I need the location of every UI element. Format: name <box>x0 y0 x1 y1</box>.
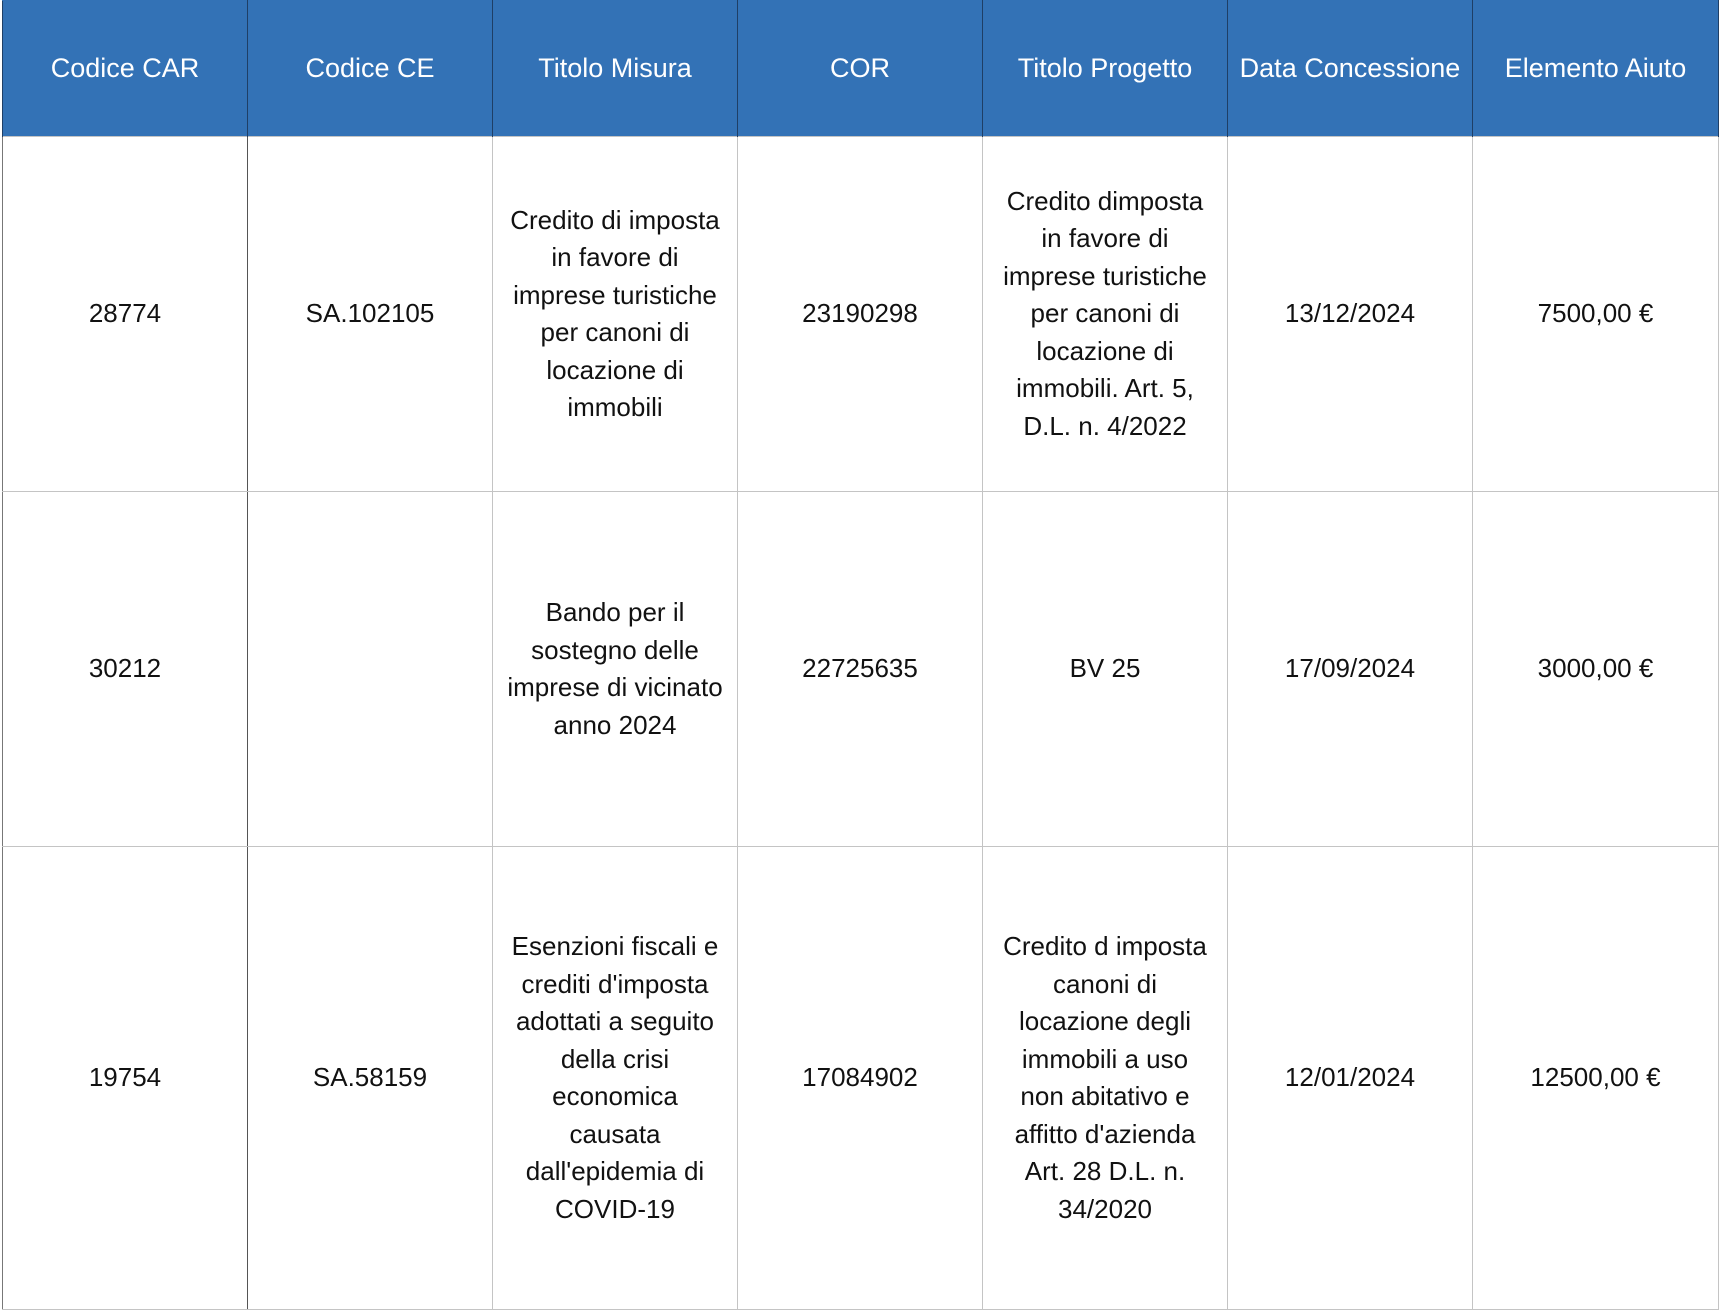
cell-titolo-progetto: Credito d imposta canoni di locazione degli immobili a uso non abitativo e affitto d'azienda Art. 28 D.L. n. 34/2020 <box>983 847 1228 1310</box>
cell-data-concessione: 12/01/2024 <box>1228 847 1473 1310</box>
cell-codice-ce <box>248 492 493 847</box>
header-titolo-misura: Titolo Misura <box>493 1 738 137</box>
cell-titolo-progetto: Credito dimposta in favore di imprese turistiche per canoni di locazione di immobili. Art. 5, D.L. n. 4/2022 <box>983 137 1228 492</box>
cell-elemento-aiuto: 12500,00 € <box>1473 847 1719 1310</box>
cell-codice-car: 19754 <box>3 847 248 1310</box>
cell-titolo-misura: Credito di imposta in favore di imprese turistiche per canoni di locazione di immobili <box>493 137 738 492</box>
header-data-concessione: Data Concessione <box>1228 1 1473 137</box>
cell-elemento-aiuto: 7500,00 € <box>1473 137 1719 492</box>
table-body <box>3 137 1719 1310</box>
header-cor: COR <box>738 1 983 137</box>
cell-titolo-progetto: BV 25 <box>983 492 1228 847</box>
cell-data-concessione: 13/12/2024 <box>1228 137 1473 492</box>
header-titolo-progetto: Titolo Progetto <box>983 1 1228 137</box>
cell-cor: 17084902 <box>738 847 983 1310</box>
cell-codice-ce: SA.58159 <box>248 847 493 1310</box>
cell-elemento-aiuto: 3000,00 € <box>1473 492 1719 847</box>
header-codice-car: Codice CAR <box>3 1 248 137</box>
table-row <box>3 492 1719 847</box>
cell-titolo-misura: Bando per il sostegno delle imprese di vicinato anno 2024 <box>493 492 738 847</box>
cell-cor: 23190298 <box>738 137 983 492</box>
cell-codice-ce: SA.102105 <box>248 137 493 492</box>
cell-cor: 22725635 <box>738 492 983 847</box>
header-elemento-aiuto: Elemento Aiuto <box>1473 1 1719 137</box>
table-row <box>3 137 1719 492</box>
table-row <box>3 847 1719 1310</box>
cell-titolo-misura: Esenzioni fiscali e crediti d'imposta adottati a seguito della crisi economica causata dall'epidemia di COVID-19 <box>493 847 738 1310</box>
header-row <box>3 1 1719 137</box>
cell-data-concessione: 17/09/2024 <box>1228 492 1473 847</box>
aid-grants-table <box>2 0 1719 1310</box>
header-codice-ce: Codice CE <box>248 1 493 137</box>
cell-codice-car: 30212 <box>3 492 248 847</box>
cell-codice-car: 28774 <box>3 137 248 492</box>
table-header <box>3 1 1719 137</box>
